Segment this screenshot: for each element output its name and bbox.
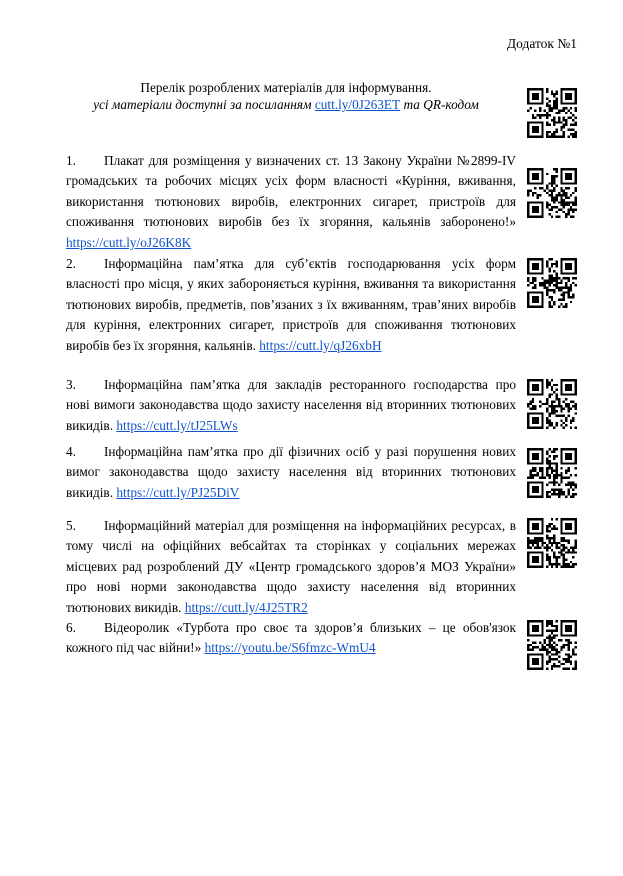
- subline-prefix: усі матеріали доступні за посиланням: [93, 97, 315, 112]
- list-item: [66, 516, 516, 618]
- item-number: 1.: [66, 153, 76, 168]
- item-link[interactable]: https://cutt.ly/PJ25DiV: [116, 484, 240, 500]
- item-text: Інформаційна пам’ятка для суб’єктів господарювання усіх форм власності про місця, у яких забороняється куріння, вживання та використання тютюнових виробів, предметів, пов’язаних з їх вживанням, трав’яних виробів для куріння, електронних сигарет, пристроїв для споживання тютюнових виробів без їх згоряння, кальянів.: [66, 256, 516, 353]
- item-text: Плакат для розміщення у визначених ст. 13 Закону України №2899-IV громадських та робочих місцях усіх форм власності «Куріння, вживання, використання тютюнових виробів, електронних сигарет, пристроїв для споживання тютюнових виробів без їх згоряння, кальянів заборонено!»: [66, 153, 516, 230]
- qr-code-icon: [527, 620, 577, 670]
- title-line: Перелік розроблених матеріалів для інформування.: [140, 80, 432, 95]
- qr-code-icon: [527, 518, 577, 568]
- item-link[interactable]: https://cutt.ly/tJ25LWs: [116, 417, 238, 433]
- qr-code-icon: [527, 168, 577, 218]
- item-text: Інформаційна пам’ятка для закладів ресторанного господарства про нові вимоги законодавства щодо захисту населення від вторинних тютюнових викидів.: [66, 377, 516, 433]
- qr-code-icon: [527, 448, 577, 498]
- list-item: [66, 151, 516, 253]
- list-item: [66, 442, 516, 503]
- item-number: 6.: [66, 620, 76, 635]
- item-text: Інформаційна пам’ятка про дії фізичних осіб у разі порушення нових вимог законодавства щодо захисту населення від вторинних тютюнових викидів.: [66, 444, 516, 500]
- list-item: [66, 618, 516, 659]
- item-link[interactable]: https://cutt.ly/oJ26K8K: [66, 234, 192, 250]
- item-text: Інформаційний матеріал для розміщення на інформаційних ресурсах, в тому числі на офіційних вебсайтах та сторінках у соціальних мережах місцевих рад розроблений ДУ «Центр громадського здоров’я МОЗ України» про нові норми законодавства щодо захисту населення від вторинних тютюнових викидів.: [66, 518, 516, 615]
- list-item: [66, 254, 516, 356]
- item-number: 5.: [66, 518, 76, 533]
- qr-code-main-icon: [527, 88, 577, 138]
- item-number: 2.: [66, 256, 76, 271]
- item-link[interactable]: https://cutt.ly/4J25TR2: [184, 599, 308, 615]
- item-link[interactable]: https://cutt.ly/qJ26xbH: [259, 337, 382, 353]
- item-text: Відеоролик «Турбота про своє та здоров’я близьких – це обов'язок кожного під час війни!»: [66, 620, 516, 656]
- item-link[interactable]: https://youtu.be/S6fmzc-WmU4: [204, 640, 376, 656]
- list-item: [66, 375, 516, 436]
- title-subline: [66, 96, 506, 113]
- subline-suffix: та QR-кодом: [400, 97, 479, 112]
- qr-code-icon: [527, 258, 577, 308]
- item-number: 3.: [66, 377, 76, 392]
- appendix-label: Додаток №1: [506, 36, 577, 51]
- qr-code-icon: [527, 379, 577, 429]
- item-number: 4.: [66, 444, 76, 459]
- main-link[interactable]: cutt.ly/0J263ET: [314, 97, 401, 112]
- document-title: [66, 79, 506, 113]
